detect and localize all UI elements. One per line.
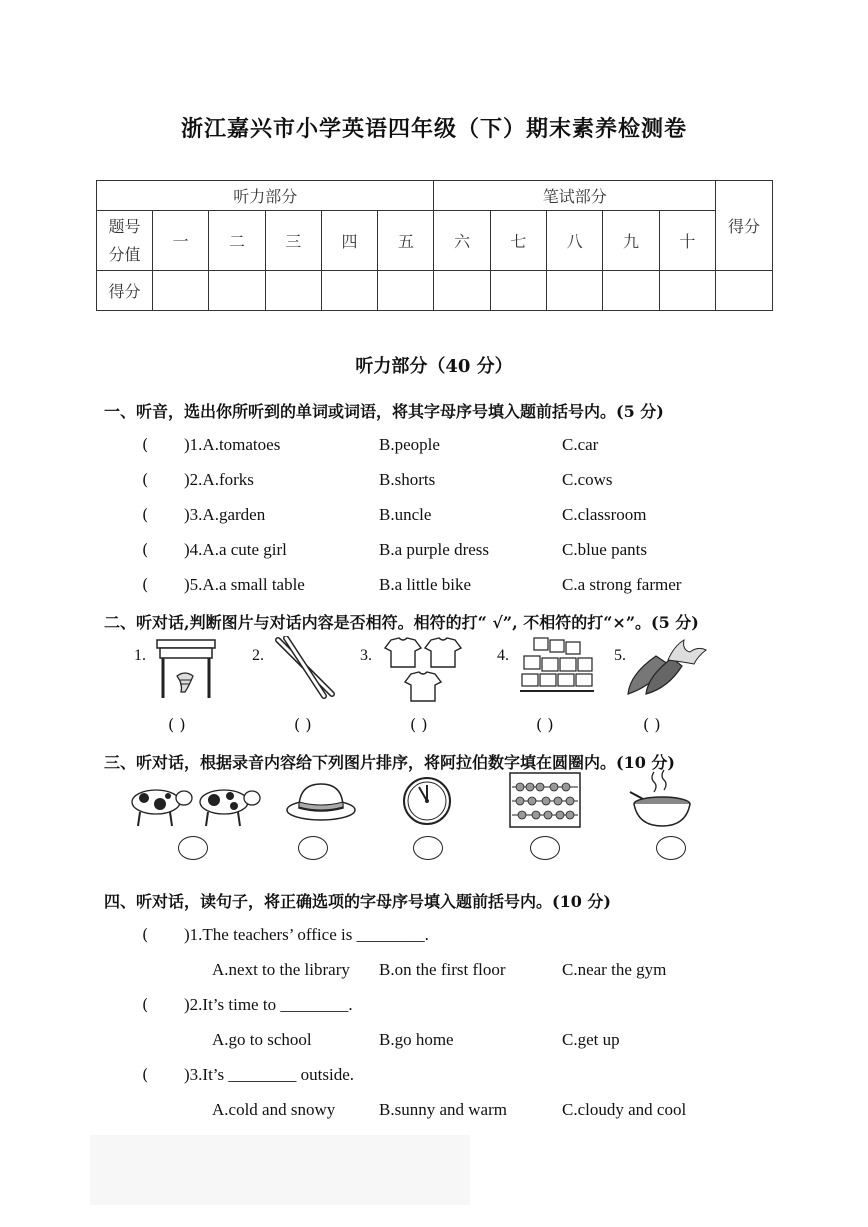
check-answer-slot[interactable]: ( ) — [168, 715, 186, 734]
order-circle[interactable] — [413, 836, 443, 860]
option-b: B.a little bike — [379, 575, 472, 594]
option-b: B.sunny and warm — [379, 1100, 507, 1119]
picture-number: 5. — [614, 647, 626, 664]
question-stem: )3.It’s ________ outside. — [184, 1065, 354, 1084]
score-cell[interactable] — [659, 271, 715, 311]
cows-icon — [126, 780, 262, 828]
score-row-label: 得分 — [97, 271, 153, 311]
score-cell[interactable] — [716, 271, 773, 311]
picture-number: 4. — [497, 647, 509, 664]
score-cell[interactable] — [378, 271, 434, 311]
answer-paren[interactable]: ( — [142, 575, 149, 594]
option-c: C.car — [562, 435, 599, 454]
col-7: 七 — [490, 211, 546, 271]
row-label — [97, 211, 153, 271]
option-b: B.go home — [379, 1030, 454, 1049]
question-number-label: 题号 — [108, 216, 141, 236]
option-c: C.a strong farmer — [562, 575, 682, 594]
answer-paren[interactable]: ( — [142, 995, 149, 1014]
score-cell[interactable] — [490, 271, 546, 311]
col-9: 九 — [603, 211, 659, 271]
option-a: )2.A.forks — [184, 470, 254, 489]
answer-paren[interactable]: ( — [142, 540, 149, 559]
part4-heading: 四、听对话，读句子，将正确选项的字母序号填入题前括号内。(10 分) — [104, 892, 611, 911]
option-b: B.a purple dress — [379, 540, 490, 559]
answer-paren[interactable]: ( — [142, 470, 149, 489]
writing-header: 笔试部分 — [434, 181, 716, 211]
col-8: 八 — [547, 211, 603, 271]
carrots-icon — [624, 634, 710, 698]
question-stem: )2.It’s time to ________. — [184, 995, 353, 1014]
score-cell[interactable] — [209, 271, 265, 311]
score-cell[interactable] — [321, 271, 377, 311]
col-3: 三 — [265, 211, 321, 271]
check-answer-slot[interactable]: ( ) — [536, 715, 554, 734]
score-cell[interactable] — [434, 271, 490, 311]
option-a: )3.A.garden — [184, 505, 266, 524]
soup-bowl-icon — [626, 768, 698, 830]
option-a: A.go to school — [212, 1030, 312, 1049]
exam-title: 浙江嘉兴市小学英语四年级（下）期末素养检测卷 — [180, 116, 687, 142]
order-circle[interactable] — [298, 836, 328, 860]
part3-heading: 三、听对话，根据录音内容给下列图片排序，将阿拉伯数字填在圆圈内。(10 分) — [104, 753, 675, 772]
col-4: 四 — [321, 211, 377, 271]
score-cell[interactable] — [153, 271, 209, 311]
check-answer-slot[interactable]: ( ) — [410, 715, 428, 734]
picture-number: 3. — [360, 647, 372, 664]
check-answer-slot[interactable]: ( ) — [294, 715, 312, 734]
col-10: 十 — [659, 211, 715, 271]
option-a: A.cold and snowy — [212, 1100, 336, 1119]
col-1: 一 — [153, 211, 209, 271]
order-circle[interactable] — [656, 836, 686, 860]
chopsticks-icon — [272, 636, 340, 700]
faded-scan-area — [90, 1135, 470, 1205]
part2-heading: 二、听对话,判断图片与对话内容是否相符。相符的打“ √”, 不相符的打“×”。(5 分) — [104, 613, 699, 632]
clock-icon — [401, 775, 453, 827]
col-5: 五 — [378, 211, 434, 271]
abacus-icon — [508, 771, 582, 829]
option-c: C.cloudy and cool — [562, 1100, 687, 1119]
option-a: )1.A.tomatoes — [184, 435, 281, 454]
order-circle[interactable] — [178, 836, 208, 860]
table-with-scarf-icon — [155, 638, 217, 700]
option-a: )5.A.a small table — [184, 575, 305, 594]
answer-paren[interactable]: ( — [142, 1065, 149, 1084]
listening-section-title: 听力部分（40 分） — [355, 356, 513, 377]
score-table — [96, 180, 773, 311]
question-stem: )1.The teachers’ office is ________. — [184, 925, 429, 944]
listening-header: 听力部分 — [97, 181, 434, 211]
check-answer-slot[interactable]: ( ) — [643, 715, 661, 734]
option-a: A.next to the library — [212, 960, 350, 979]
score-cell[interactable] — [603, 271, 659, 311]
hat-icon — [285, 778, 357, 822]
picture-number: 1. — [134, 647, 146, 664]
option-c: C.cows — [562, 470, 613, 489]
answer-paren[interactable]: ( — [142, 925, 149, 944]
order-circle[interactable] — [530, 836, 560, 860]
option-a: )4.A.a cute girl — [184, 540, 287, 559]
option-b: B.on the first floor — [379, 960, 506, 979]
total-score-header: 得分 — [716, 181, 773, 271]
point-value-label: 分值 — [108, 244, 141, 264]
option-b: B.shorts — [379, 470, 436, 489]
computer-room-icon — [520, 636, 594, 694]
option-c: C.near the gym — [562, 960, 667, 979]
option-c: C.classroom — [562, 505, 647, 524]
col-2: 二 — [209, 211, 265, 271]
score-cell[interactable] — [547, 271, 603, 311]
option-c: C.get up — [562, 1030, 620, 1049]
picture-number: 2. — [252, 647, 264, 664]
answer-paren[interactable]: ( — [142, 435, 149, 454]
option-b: B.uncle — [379, 505, 432, 524]
t-shirts-icon — [383, 636, 469, 704]
answer-paren[interactable]: ( — [142, 505, 149, 524]
part1-heading: 一、听音，选出你所听到的单词或词语，将其字母序号填入题前括号内。(5 分) — [104, 402, 664, 421]
option-b: B.people — [379, 435, 440, 454]
option-c: C.blue pants — [562, 540, 647, 559]
col-6: 六 — [434, 211, 490, 271]
score-cell[interactable] — [265, 271, 321, 311]
